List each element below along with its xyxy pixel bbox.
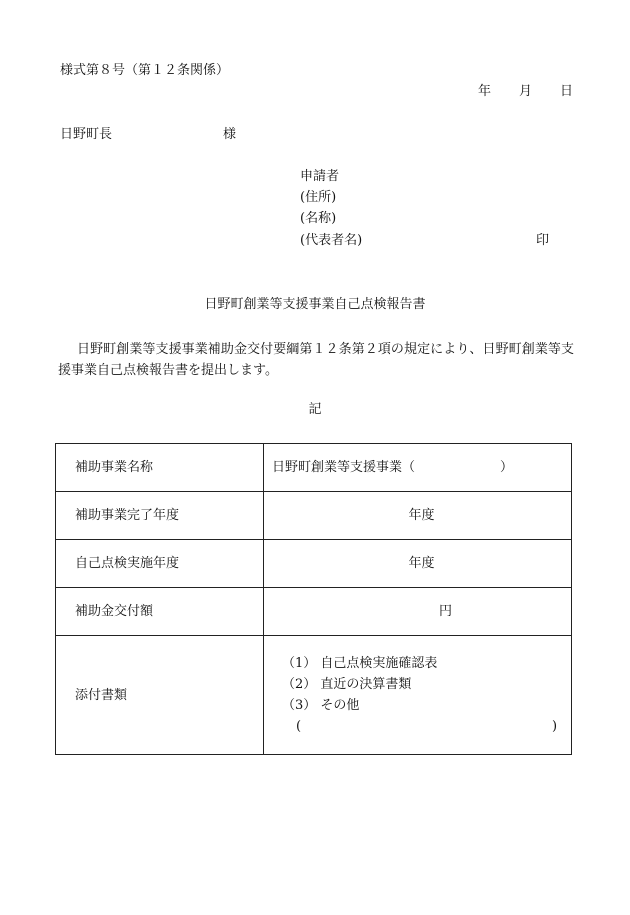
document-title: 日野町創業等支援事業自己点検報告書 xyxy=(204,297,426,312)
attachment-other-close: ) xyxy=(552,719,558,734)
document-body: 日野町創業等支援事業補助金交付要綱第１２条第２項の規定により、日野町創業等支援事業自己点検報告書を提出します。 xyxy=(58,342,574,378)
date-month-label: 月 xyxy=(519,84,533,99)
row-label-project-name: 補助事業名称 xyxy=(56,444,264,492)
date-day-label: 日 xyxy=(560,84,574,99)
row-value-completion-year: 年度 xyxy=(264,492,572,540)
attachment-item: （1） 自己点検実施確認表 xyxy=(282,656,438,671)
attachment-other-open: ( xyxy=(296,719,302,734)
table-row xyxy=(56,492,572,540)
attachment-other-line xyxy=(272,716,571,737)
row-value-inspection-year: 年度 xyxy=(264,540,572,588)
form-number: 様式第８号（第１２条関係） xyxy=(60,63,230,78)
addressee: 日野町長 xyxy=(60,127,113,142)
applicant-name-label: (名称) xyxy=(300,211,337,226)
table-row xyxy=(56,444,572,492)
table-row xyxy=(56,636,572,755)
row-label-completion-year: 補助事業完了年度 xyxy=(56,492,264,540)
attachment-item: （3） その他 xyxy=(282,698,360,713)
seal-mark: 印 xyxy=(536,233,550,248)
row-value-attachments xyxy=(264,636,572,755)
applicant-address-label: (住所) xyxy=(300,190,337,205)
addressee-honorific: 様 xyxy=(223,127,237,142)
detail-table xyxy=(55,443,572,755)
applicant-label: 申請者 xyxy=(300,169,340,184)
row-label-grant-amount: 補助金交付額 xyxy=(56,588,264,636)
attachment-item: （2） 直近の決算書類 xyxy=(282,677,412,692)
project-name-close: ） xyxy=(500,460,514,475)
row-label-attachments: 添付書類 xyxy=(56,636,264,755)
table-row xyxy=(56,540,572,588)
project-name-prefix: 日野町創業等支援事業（ xyxy=(272,460,416,475)
table-row xyxy=(56,588,572,636)
ki-heading: 記 xyxy=(308,402,322,417)
row-label-inspection-year: 自己点検実施年度 xyxy=(56,540,264,588)
date-year-label: 年 xyxy=(478,84,492,99)
applicant-representative-label: (代表者名) xyxy=(300,233,363,248)
row-value-grant-amount: 円 xyxy=(264,588,572,636)
row-value-project-name xyxy=(264,444,572,492)
